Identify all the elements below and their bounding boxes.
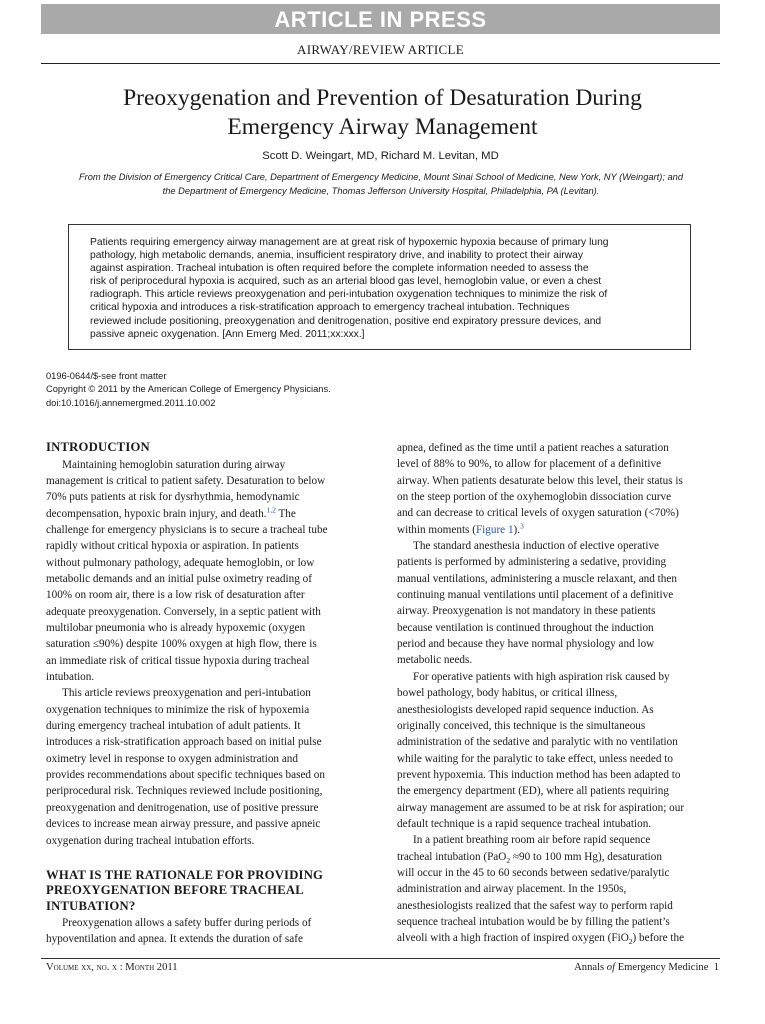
text-fragment: tracheal intubation (PaO xyxy=(397,850,507,863)
abstract-line: pathology, high metabolic demands, anemia, insufficient respiratory drive, and inability to protect their airway xyxy=(90,250,583,262)
text-line: airway. Preoxygenation is not mandatory in these patients xyxy=(397,605,656,618)
text-fragment: alveoli with a high fraction of inspired oxygen (FiO xyxy=(397,932,629,945)
subscript: 2 xyxy=(506,855,511,865)
text-line: default technique is a rapid sequence tracheal intubation. xyxy=(397,817,652,830)
text-fragment: ) before the xyxy=(632,932,685,945)
figure-1-link[interactable]: Figure 1 xyxy=(475,523,514,536)
paragraph xyxy=(46,457,376,686)
text-line: intubation. xyxy=(46,671,95,684)
paragraph xyxy=(397,832,727,946)
text-line: preoxygenation and denitrogenation, use of positive pressure xyxy=(46,801,319,814)
text-line: airway. When patients desaturate below this level, their status is xyxy=(397,474,683,487)
footer-journal-info xyxy=(574,962,719,973)
text-line: Preoxygenation allows a safety buffer during periods of xyxy=(62,916,312,929)
article-in-press-banner: ARTICLE IN PRESS xyxy=(41,4,720,34)
text-line: the emergency department (ED), where all patients requiring xyxy=(397,785,669,798)
section-heading-rationale xyxy=(46,868,376,915)
paragraph xyxy=(46,915,376,948)
text-line: an immediate risk of critical tissue hypoxia during tracheal xyxy=(46,654,310,667)
text-line: rapidly without critical hypoxia or aspiration. In patients xyxy=(46,540,299,553)
text-line: metabolic needs. xyxy=(397,654,473,667)
text-line: sequence tracheal intubation would be by filling the patient’s xyxy=(397,915,670,928)
heading-line: WHAT IS THE RATIONALE FOR PROVIDING xyxy=(46,867,324,882)
article-type-label: AIRWAY/REVIEW ARTICLE xyxy=(297,42,464,57)
abstract-line: against aspiration. Tracheal intubation is often required before the complete information needed to assess the xyxy=(90,263,589,275)
issn-line: 0196-0644/$-see front matter xyxy=(46,371,167,381)
text-fragment: ). xyxy=(513,523,521,536)
text-line: apnea, defined as the time until a patient reaches a saturation xyxy=(397,442,669,454)
header-divider xyxy=(41,63,720,64)
text-line: The standard anesthesia induction of elective operative xyxy=(413,540,660,553)
text-line: devices to increase mean airway pressure, and passive apneic xyxy=(46,818,321,831)
text-line: patients is performed by administering a sedative, providing xyxy=(397,556,667,569)
text-line: while waiting for the paralytic to take effect, unless needed to xyxy=(397,752,673,765)
text-line: continuing manual ventilations until placement of a definitive xyxy=(397,589,674,602)
abstract-line: radiograph. This article reviews preoxygenation and peri-intubation oxygenation techniques to minimize the risk of xyxy=(90,289,608,301)
text-line: Maintaining hemoglobin saturation during airway xyxy=(62,458,286,471)
text-line: period and because they have normal physiology and low xyxy=(397,638,655,651)
text-line: introduces a risk-stratification approach based on initial pulse xyxy=(46,736,322,749)
text-line: on the steep portion of the oxyhemoglobin dissociation curve xyxy=(397,491,672,504)
text-line: For operative patients with high aspiration risk caused by xyxy=(413,670,670,683)
text-line: during emergency tracheal intubation of adult patients. It xyxy=(46,720,301,733)
text-line: administration of the sedative and paralytic with no ventilation xyxy=(397,736,678,749)
text-line: periprocedural risk. Techniques reviewed include positioning, xyxy=(46,785,323,798)
text-line xyxy=(397,849,727,865)
text-line: oximetry level in response to oxygen administration and xyxy=(46,752,298,765)
text-fragment: The xyxy=(275,507,296,520)
right-column xyxy=(397,440,727,947)
article-title xyxy=(60,84,705,142)
abstract-line: critical hypoxia and introduces a risk-stratification approach to emergency tracheal intubation. Techniques xyxy=(90,302,570,314)
copyright-line: Copyright © 2011 by the American College of Emergency Physicians. xyxy=(46,384,331,395)
affiliation-line: the Department of Emergency Medicine, Thomas Jefferson University Hospital, Philadelphia, PA (Levitan). xyxy=(162,185,600,196)
text-line: without pulmonary pathology, adequate hemoglobin, or low xyxy=(46,556,315,569)
text-line: will occur in the 45 to 60 seconds between sedative/paralytic xyxy=(397,866,670,879)
text-line: administration and airway placement. In the 1950s, xyxy=(397,883,627,896)
title-line: Emergency Airway Management xyxy=(227,114,538,140)
text-line: anesthesiologists realized that the safest way to perform rapid xyxy=(397,899,673,912)
text-fragment: ≈90 to 100 mm Hg), desaturation xyxy=(510,850,662,863)
text-line: airway management are assumed to be at risk for aspiration; our xyxy=(397,801,685,814)
text-line: manual ventilations, administering a muscle relaxant, and then xyxy=(397,572,677,585)
author-affiliations xyxy=(46,171,716,198)
text-line: level of 88% to 90%, to allow for placement of a definitive xyxy=(397,458,662,471)
footer-divider xyxy=(41,958,720,959)
paragraph xyxy=(397,669,727,832)
text-line xyxy=(397,522,727,538)
text-line: oxygenation during tracheal intubation efforts. xyxy=(46,834,255,847)
text-line: 100% on room air, there is a low risk of desaturation after xyxy=(46,589,305,602)
text-line xyxy=(46,506,376,522)
text-line: bowel pathology, body habitus, or critical illness, xyxy=(397,687,618,700)
title-line: Preoxygenation and Prevention of Desaturation During xyxy=(123,85,642,111)
abstract-line: risk of periprocedural hypoxia is acquired, such as an arterial blood gas level, hemoglobin value, or even a chest xyxy=(90,276,602,288)
footer-volume-info: Volume xx, no. x : Month 2011 xyxy=(46,962,178,973)
text-line: saturation ≤90%) despite 100% oxygen at high flow, there is xyxy=(46,638,317,651)
heading-line: INTUBATION? xyxy=(46,899,136,914)
journal-name-part: Annals xyxy=(574,962,607,973)
text-line: and can decrease to critical levels of oxygen saturation (<70%) xyxy=(397,507,679,520)
text-line: anesthesiologists developed rapid sequence induction. As xyxy=(397,703,654,716)
left-column xyxy=(46,438,376,947)
affiliation-line: From the Division of Emergency Critical Care, Department of Emergency Medicine, Mount Sinai School of Medicine, New York, NY (Weingart); and xyxy=(78,172,684,182)
text-line: multilobar pneumonia who is already hypoxemic (oxygen xyxy=(46,622,306,635)
journal-name-part: Emergency Medicine xyxy=(615,962,709,973)
abstract-line: reviewed include positioning, preoxygenation and denitrogenation, positive end expiratory pressure devices, and xyxy=(90,315,602,327)
text-line: adequate preoxygenation. Conversely, in a septic patient with xyxy=(46,605,321,618)
text-line: challenge for emergency physicians is to secure a tracheal tube xyxy=(46,523,328,536)
text-line xyxy=(397,930,727,946)
heading-line: PREOXYGENATION BEFORE TRACHEAL xyxy=(46,883,304,898)
front-matter xyxy=(46,370,446,410)
abstract-line: passive apneic oxygenation. [Ann Emerg Med. 2011;xx:xxx.] xyxy=(90,328,365,340)
text-line: oxygenation techniques to minimize the risk of hypoxemia xyxy=(46,703,310,716)
paragraph xyxy=(397,440,727,538)
abstract-line: Patients requiring emergency airway management are at great risk of hypoxemic hypoxia because of primary lung xyxy=(90,237,609,248)
text-line: 70% puts patients at risk for dysrhythmia, hemodynamic xyxy=(46,491,300,504)
citation-link[interactable]: 3 xyxy=(520,520,524,530)
text-line: because ventilation is continued throughout the induction xyxy=(397,621,654,634)
text-line: In a patient breathing room air before rapid sequence xyxy=(413,834,651,847)
author-list: Scott D. Weingart, MD, Richard M. Levitan, MD xyxy=(262,150,499,162)
text-fragment: decompensation, hypoxic brain injury, and death. xyxy=(46,507,267,520)
text-line: metabolic demands and an initial pulse oximetry reading of xyxy=(46,573,312,585)
page-number: 1 xyxy=(713,962,719,973)
doi-line[interactable]: doi:10.1016/j.annemergmed.2011.10.002 xyxy=(46,397,216,408)
text-fragment: within moments ( xyxy=(397,523,476,536)
citation-link[interactable]: 1,2 xyxy=(266,504,276,514)
section-heading-introduction: INTRODUCTION xyxy=(46,440,150,454)
text-line: originally conceived, this technique is the simultaneous xyxy=(397,719,646,732)
subscript: 2 xyxy=(628,937,633,947)
abstract-box xyxy=(68,224,691,350)
paragraph xyxy=(397,538,727,669)
text-line: provides recommendations about specific techniques based on xyxy=(46,769,325,782)
journal-name-part: of xyxy=(606,962,616,973)
text-line: hypoventilation and apnea. It extends the duration of safe xyxy=(46,932,303,945)
paragraph xyxy=(46,685,376,848)
text-line: This article reviews preoxygenation and peri-intubation xyxy=(62,687,311,700)
text-line: prevent hypoxemia. This induction method has been adapted to xyxy=(397,768,681,781)
text-line: management is critical to patient safety. Desaturation to below xyxy=(46,474,326,487)
